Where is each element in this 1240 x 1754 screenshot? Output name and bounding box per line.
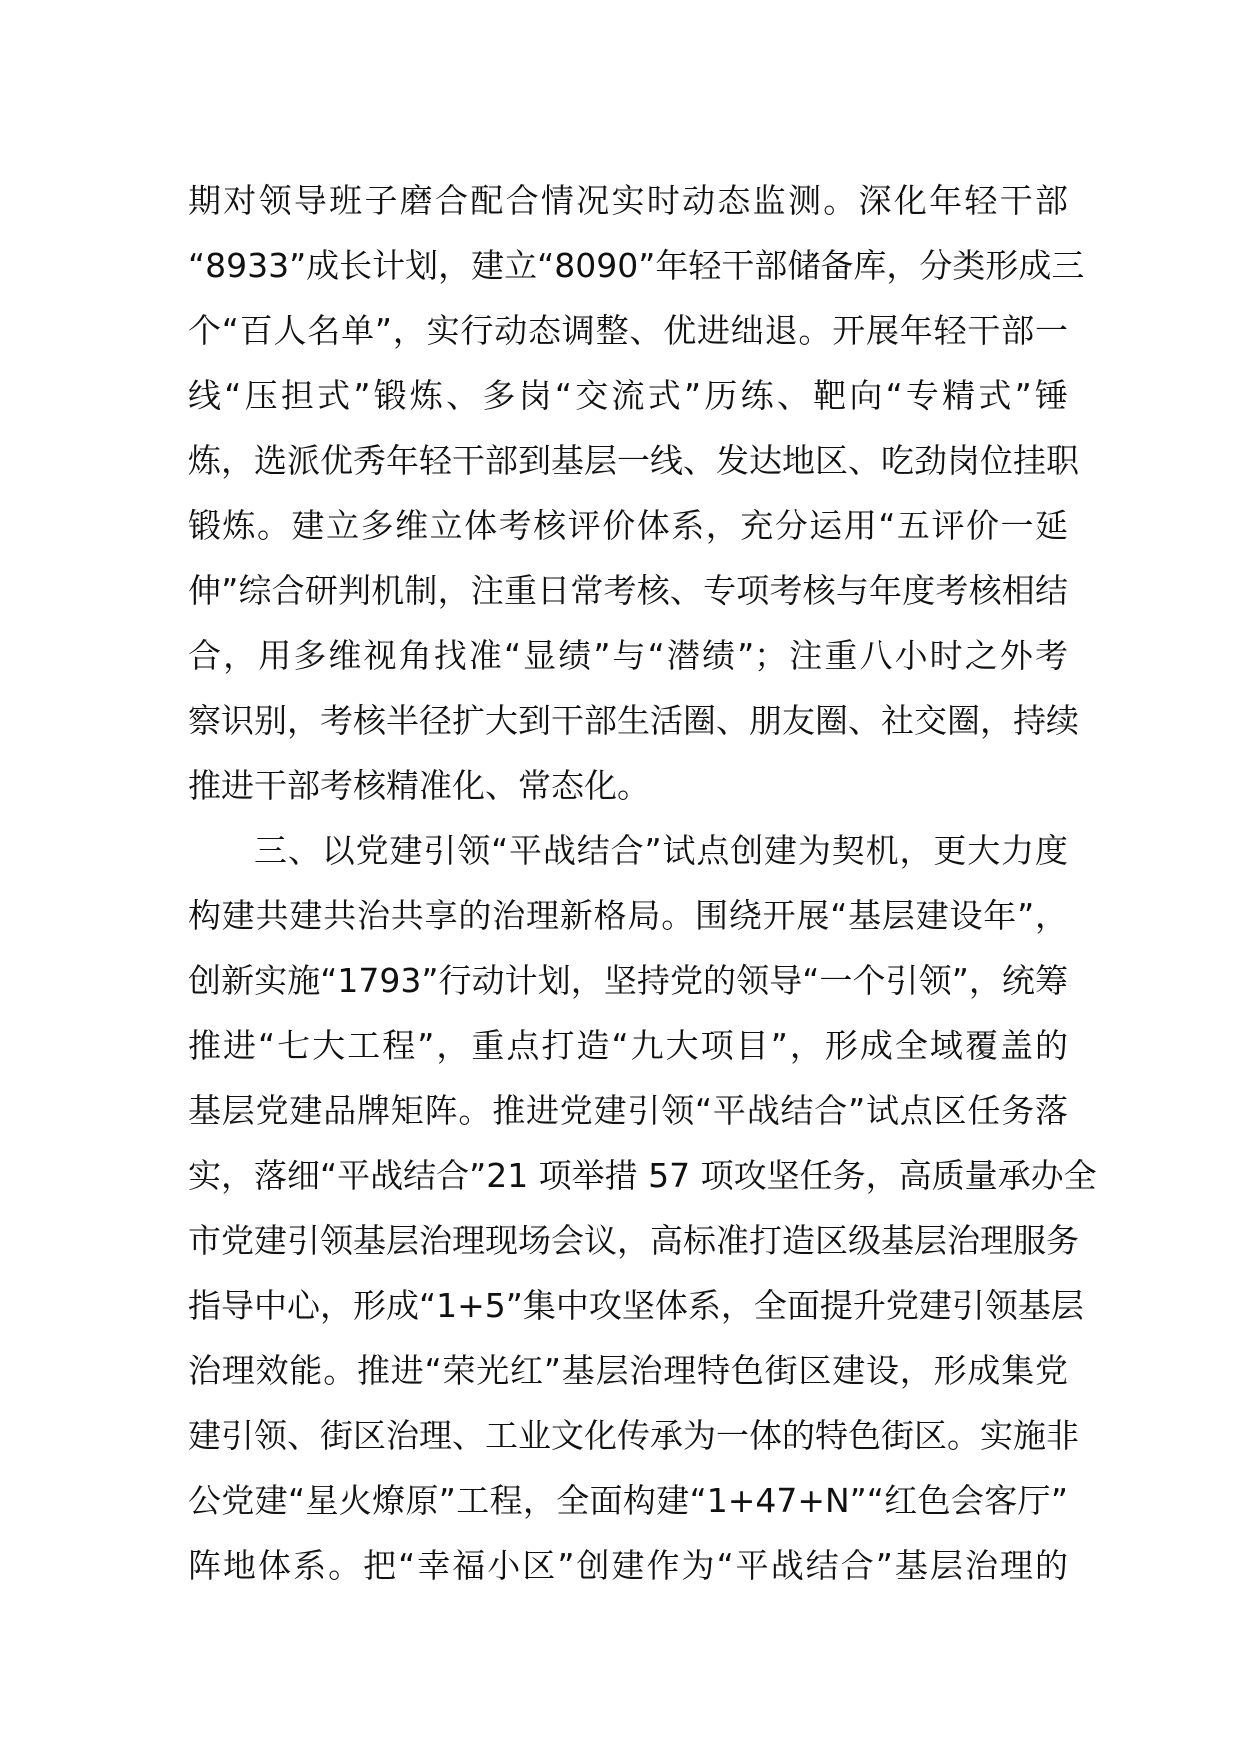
text-line: 实，落细“平战结合”21 项举措 57 项攻坚任务，高质量承办全 bbox=[188, 1156, 1097, 1195]
text-line: 基层党建品牌矩阵。推进党建引领“平战结合”试点区任务落 bbox=[188, 1091, 1068, 1130]
text-line: 指导中心，形成“1+5”集中攻坚体系，全面提升党建引领基层 bbox=[188, 1286, 1084, 1325]
text-line: “8933”成长计划，建立“8090”年轻干部储备库，分类形成三 bbox=[188, 246, 1085, 285]
text-line: 期对领导班子磨合配合情况实时动态监测。深化年轻干部 bbox=[188, 181, 1068, 220]
paragraph bbox=[188, 818, 1097, 1598]
paragraph bbox=[188, 168, 1085, 818]
document-body bbox=[188, 168, 1097, 1598]
text-line: 炼，选派优秀年轻干部到基层一线、发达地区、吃劲岗位挂职 bbox=[188, 441, 1079, 480]
text-line: 阵地体系。把“幸福小区”创建作为“平战结合”基层治理的 bbox=[188, 1546, 1068, 1585]
text-line: 创新实施“1793”行动计划，坚持党的领导“一个引领”，统筹 bbox=[188, 961, 1068, 1000]
text-line: 个“百人名单”，实行动态调整、优进绌退。开展年轻干部一 bbox=[188, 311, 1068, 350]
text-line: 构建共建共治共享的治理新格局。围绕开展“基层建设年”， bbox=[188, 896, 1068, 935]
text-line: 推进“七大工程”，重点打造“九大项目”，形成全域覆盖的 bbox=[188, 1026, 1068, 1065]
text-line: 察识别，考核半径扩大到干部生活圈、朋友圈、社交圈，持续 bbox=[188, 701, 1079, 740]
text-line: 推进干部考核精准化、常态化。 bbox=[188, 766, 650, 805]
text-line: 三、以党建引领“平战结合”试点创建为契机，更大力度 bbox=[254, 831, 1068, 870]
text-line: 建引领、街区治理、工业文化传承为一体的特色街区。实施非 bbox=[188, 1416, 1079, 1455]
text-line: 伸”综合研判机制，注重日常考核、专项考核与年度考核相结 bbox=[188, 571, 1068, 610]
text-line: 市党建引领基层治理现场会议，高标准打造区级基层治理服务 bbox=[188, 1221, 1079, 1260]
text-line: 公党建“星火燎原”工程，全面构建“1+47+N”“红色会客厅” bbox=[188, 1481, 1068, 1520]
text-line: 锻炼。建立多维立体考核评价体系，充分运用“五评价一延 bbox=[188, 506, 1068, 545]
text-line: 合，用多维视角找准“显绩”与“潜绩”；注重八小时之外考 bbox=[188, 636, 1068, 675]
text-line: 治理效能。推进“荣光红”基层治理特色街区建设，形成集党 bbox=[188, 1351, 1068, 1390]
text-line: 线“压担式”锻炼、多岗“交流式”历练、靶向“专精式”锤 bbox=[188, 376, 1068, 415]
